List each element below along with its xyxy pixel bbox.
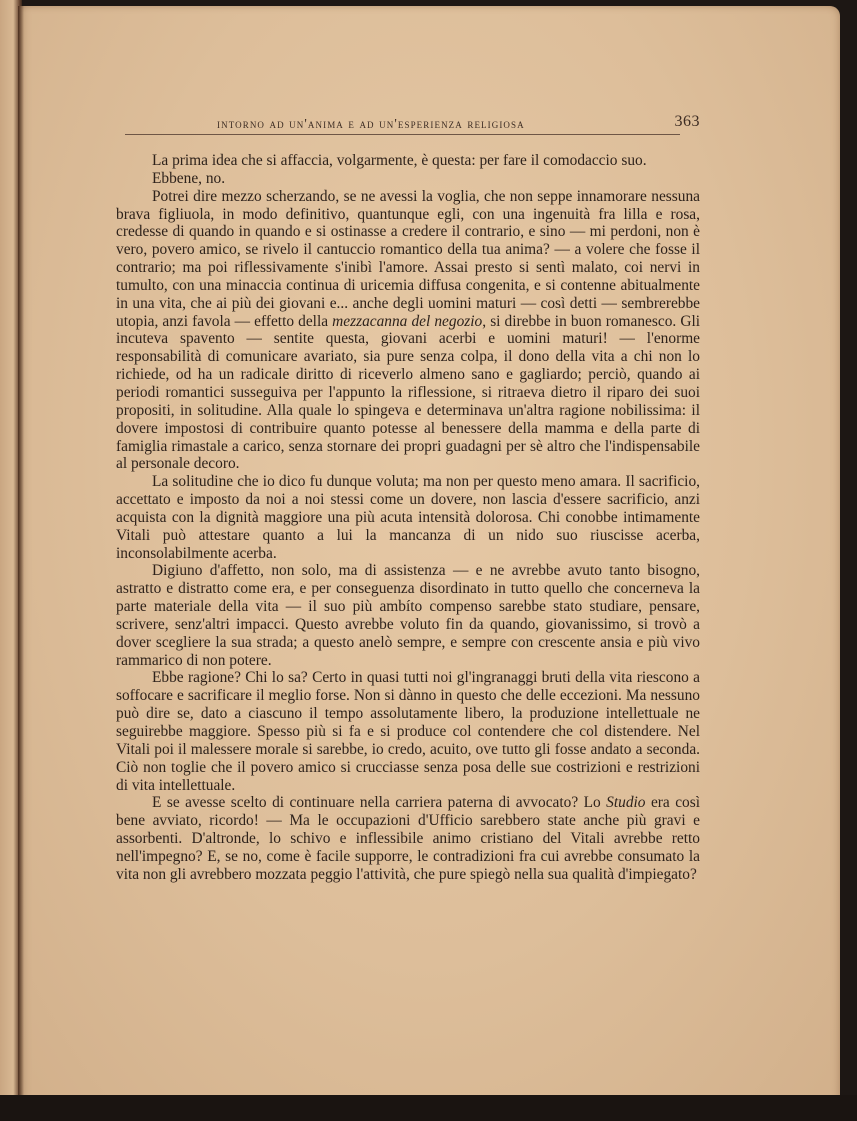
paragraph: Ebbene, no. — [152, 169, 226, 187]
paragraph-text: , si direbbe in buon romanesco. Gli incuteva spavento — sentite questa, giovani acerbi e uomini maturi! — l'enorme responsabilità di comunicare avariato, sia pure senza colpa, il dono della vita a chi non lo richiede, od ha un radicale diritto di riceverlo almeno sano e gagliardo; perciò, quando ai periodi romantici susseguiva per l'appunto la riflessione, si ritraeva dietro il riparo dei suoi propositi, in solitudine. Alla quale lo spingeva e determinava un'altra ragione nobilissima: il dovere impostosi di contribuire quanto potesse al benessere della mamma e della parte di famiglia rimastale a carico, senza stornare dei propri guadagni per sè altro che l'indispensabile al personale decoro. — [116, 312, 700, 473]
paragraph: La solitudine che io dico fu dunque voluta; ma non per questo meno amara. Il sacrificio, accettato e imposto da noi a noi stessi come un dovere, non lascia d'essere sacrificio, anzi acquista con la dignità maggiore una più acuta intensità dolorosa. Chi conobbe intimamente Vitali può attestare quanto a lui la mancanza di un nido suo riuscisse acerba, inconsolabilmente acerba. — [116, 473, 700, 562]
paragraph-text: E se avesse scelto di continuare nella carriera paterna di avvocato? Lo — [152, 794, 607, 812]
paragraph: La prima idea che si affaccia, volgarmente, è questa: per fare il comodaccio suo. — [152, 152, 647, 169]
running-head — [122, 109, 702, 137]
paragraph-text: Potrei dire mezzo scherzando, se ne avessi la voglia, che non seppe innamorare nessuna brava figliuola, in modo definitivo, quantunque egli, con una ingenuità fra lilla e rosa, credesse di quando in quando e si ostinasse a credere il contrario, e sino — mi perdoni, non è vero, povero amico, se rivelo il cantuccio romantico della tua anima? — a volere che fosse il contrario; ma poi riflessivamente s'inibì l'amore. Assai presto si sentì malato, coi nervi in tumulto, con una minaccia continua di uricemia diffusa congenita, e si contenne abitualmente in una vita, che ai più dei giovani e... anche degli uomini maturi — così detti — sembrerebbe utopia, anzi favola — effetto della — [116, 187, 700, 330]
italic-phrase: mezzacanna del negozio — [332, 312, 483, 330]
header-rule — [125, 134, 680, 135]
paragraph: Ebbe ragione? Chi lo sa? Certo in quasi tutti noi gl'ingranaggi bruti della vita riescono a soffocare e sacrificare il meglio forse. Non si dànno in questo che delle eccezioni. Ma nessuno può dire se, dato a ciascuno il tempo assolutamente libero, la produzione intellettuale ne seguirebbe maggiore. Spesso più si fa e si produce col contendere che col distendere. Nel Vitali poi il malessere morale si sarebbe, io credo, acuito, ove tutto gli fosse andato a seconda. Ciò non toglie che il povero amico si crucciasse senza posa delle sue costrizioni e restrizioni di vita intellettuale. — [116, 669, 700, 794]
italic-phrase: Studio — [606, 794, 646, 812]
running-title: intorno ad un'anima e ad un'esperienza religiosa — [217, 116, 525, 131]
paragraph: Digiuno d'affetto, non solo, ma di assistenza — e ne avrebbe avuto tanto bisogno, astratto e distratto come era, e per conseguenza disordinato in tutto quello che concerneva la parte materiale della vita — il suo più ambíto compenso sarebbe stato studiare, pensare, scrivere, senz'altri impacci. Questo avrebbe voluto fin da quando, giovanissimo, si trovò a dover scegliere la sua strada; a questo anelò sempre, e sempre con crescente ansia e più vivo rammarico di non potere. — [116, 562, 700, 669]
paragraph-text: era così bene avviato, ricordo! — Ma le occupazioni d'Ufficio sarebbero state anche più gravi e assorbenti. D'altronde, lo schivo e inflessibile animo cristiano del Vitali avrebbe retto nell'impegno? E, se no, come è facile supporre, le contradizioni fra cui avrebbe consumato la vita non gli avrebbero mozzata peggio l'attività, che pure spiegò nella sua qualità d'impiegato? — [116, 794, 700, 883]
paragraph — [116, 794, 700, 883]
body-text — [116, 152, 700, 884]
scan-background — [0, 1095, 857, 1121]
page-number: 363 — [674, 113, 700, 130]
paragraph — [116, 188, 700, 474]
